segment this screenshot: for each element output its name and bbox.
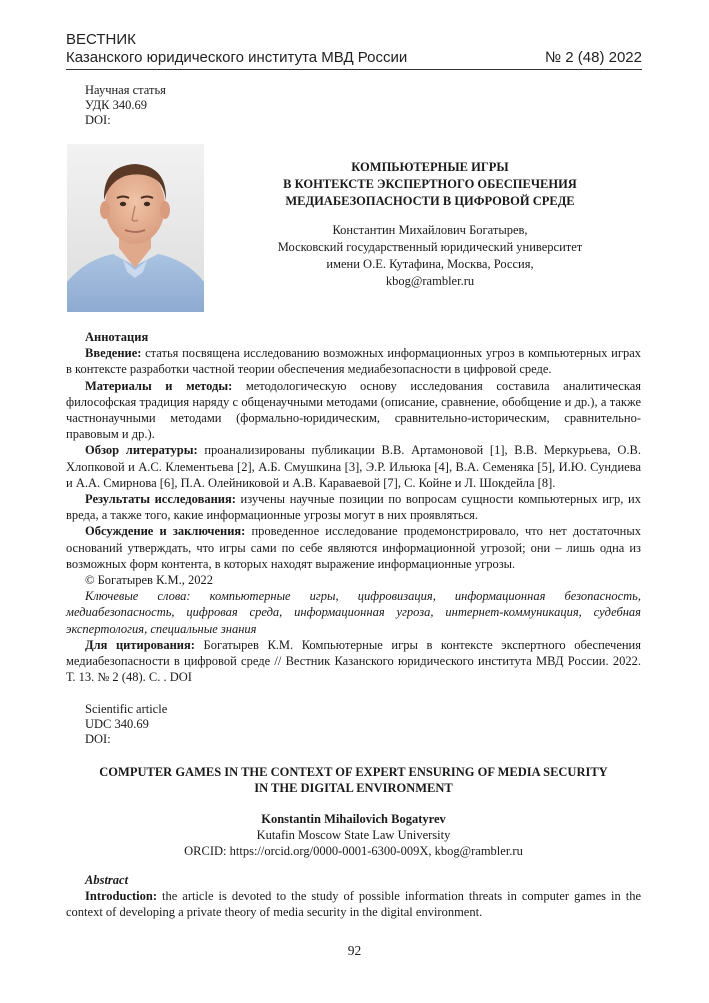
issue-number: № 2 (48) 2022 (545, 49, 642, 66)
section-label: Введение: (85, 346, 142, 361)
section-label: Материалы и методы: (85, 378, 233, 393)
abstract-results (66, 491, 641, 523)
abstract-heading: Abstract (85, 873, 129, 887)
article-title-ru (220, 159, 640, 210)
section-label: Результаты исследования: (85, 492, 236, 507)
keywords: Ключевые слова: компьютерные игры, цифровизация, информационная безопасность, медиабезопасность, цифровая среда, информационная угроза, интернет-коммуникация, судебная экспертология, специальные знания (66, 589, 641, 636)
section-label: Для цитирования: (85, 637, 195, 652)
article-meta-ru (85, 83, 166, 128)
author-affiliation: имени О.Е. Кутафина, Москва, Россия, (326, 257, 534, 271)
author-photo (67, 144, 204, 312)
abstract-introduction (66, 888, 641, 920)
abstract-introduction (66, 345, 641, 377)
section-text: методологическую основу исследования составила аналитическая философская традиция наряду с общенаучными методами (описание, сравнение, обобщение и др.), а также частнонаучными методами (формально-юридическим, сравнительно-историческим, сравнительно-правовым и др.). (66, 378, 642, 442)
udc-code: УДК 340.69 (85, 98, 147, 112)
author-affiliation: Kutafin Moscow State Law University (256, 828, 451, 842)
journal-name: ВЕСТНИК (66, 31, 136, 48)
author-block-ru (220, 222, 640, 290)
udc-code: UDC 340.69 (85, 717, 149, 731)
section-text: статья посвящена исследованию возможных информационных угроз в компьютерных играх в контексте разработки частной теории обеспечения медиабезопасности в цифровой среде. (66, 346, 641, 377)
abstract-methods (66, 378, 641, 443)
abstract-heading: Аннотация (85, 330, 149, 344)
page-number: 92 (347, 943, 362, 958)
abstract-discussion (66, 523, 641, 572)
abstract-literature-review (66, 442, 641, 491)
article-type: Научная статья (85, 83, 166, 97)
section-text: проведенное исследование продемонстрировало, что нет достаточных оснований утверждать, что игры сами по себе являются информационной угрозой; они – лишь одна из возможных форм контента, в которых находят выражение информационные угрозы. (66, 524, 641, 571)
article-type: Scientific article (85, 702, 168, 716)
journal-subtitle: Казанского юридического института МВД России (66, 49, 408, 66)
author-email: kbog@rambler.ru (385, 274, 475, 288)
doi-label: DOI: (85, 113, 111, 127)
abstract-en (66, 872, 641, 921)
author-affiliation: Московский государственный юридический университет (277, 240, 583, 254)
title-line: МЕДИАБЕЗОПАСНОСТИ В ЦИФРОВОЙ СРЕДЕ (285, 194, 575, 208)
section-label: Обзор литературы: (85, 443, 198, 458)
article-title-en (66, 764, 641, 796)
author-orcid: ORCID: https://orcid.org/0000-0001-6300-009X, kbog@rambler.ru (184, 844, 523, 858)
section-text: изучены научные позиции по вопросам сущности компьютерных игр, их вреда, а также того, какие информационные угрозы могут в них проявляться. (66, 492, 641, 523)
section-label: Introduction: (85, 889, 158, 904)
article-meta-en (85, 702, 167, 747)
section-text: the article is devoted to the study of possible information threats in computer games in the context of developing a private theory of media security in the digital environment. (66, 889, 641, 920)
abstract-ru (66, 329, 641, 685)
author-block-en (66, 811, 641, 859)
section-label: Обсуждение и заключения: (85, 524, 246, 539)
journal-header (66, 31, 407, 67)
title-line: В КОНТЕКСТЕ ЭКСПЕРТНОГО ОБЕСПЕЧЕНИЯ (283, 177, 577, 191)
title-line: COMPUTER GAMES IN THE CONTEXT OF EXPERT ENSURING OF MEDIA SECURITY (99, 765, 608, 779)
author-name: Konstantin Mihailovich Bogatyrev (261, 812, 446, 826)
title-line: IN THE DIGITAL ENVIRONMENT (254, 781, 453, 795)
author-name: Константин Михайлович Богатырев, (332, 223, 528, 237)
header-divider (66, 69, 642, 70)
doi-label: DOI: (85, 732, 111, 746)
citation (66, 637, 641, 686)
section-text: Богатырев К.М. Компьютерные игры в контексте экспертного обеспечения медиабезопасности в цифровой среде // Вестник Казанского юридического института МВД России. 2022. Т. 13. № 2 (48). С. . DOI (66, 637, 641, 685)
title-line: КОМПЬЮТЕРНЫЕ ИГРЫ (351, 160, 509, 174)
section-text: проанализированы публикации В.В. Артамоновой [1], В.В. Меркурьева, О.В. Хлопковой и А.С. Клементьева [2], А.Б. Смушкина [3], Э.Р. Ильюка [4], В.А. Семеняка [5], И.Ю. Сундиева и А.А. Смирнова [6], П.А. Олейниковой и А.В. Караваевой [7], С. Койне и Л. Шокдейла [8]. (66, 443, 641, 490)
copyright: © Богатырев К.М., 2022 (85, 573, 214, 588)
